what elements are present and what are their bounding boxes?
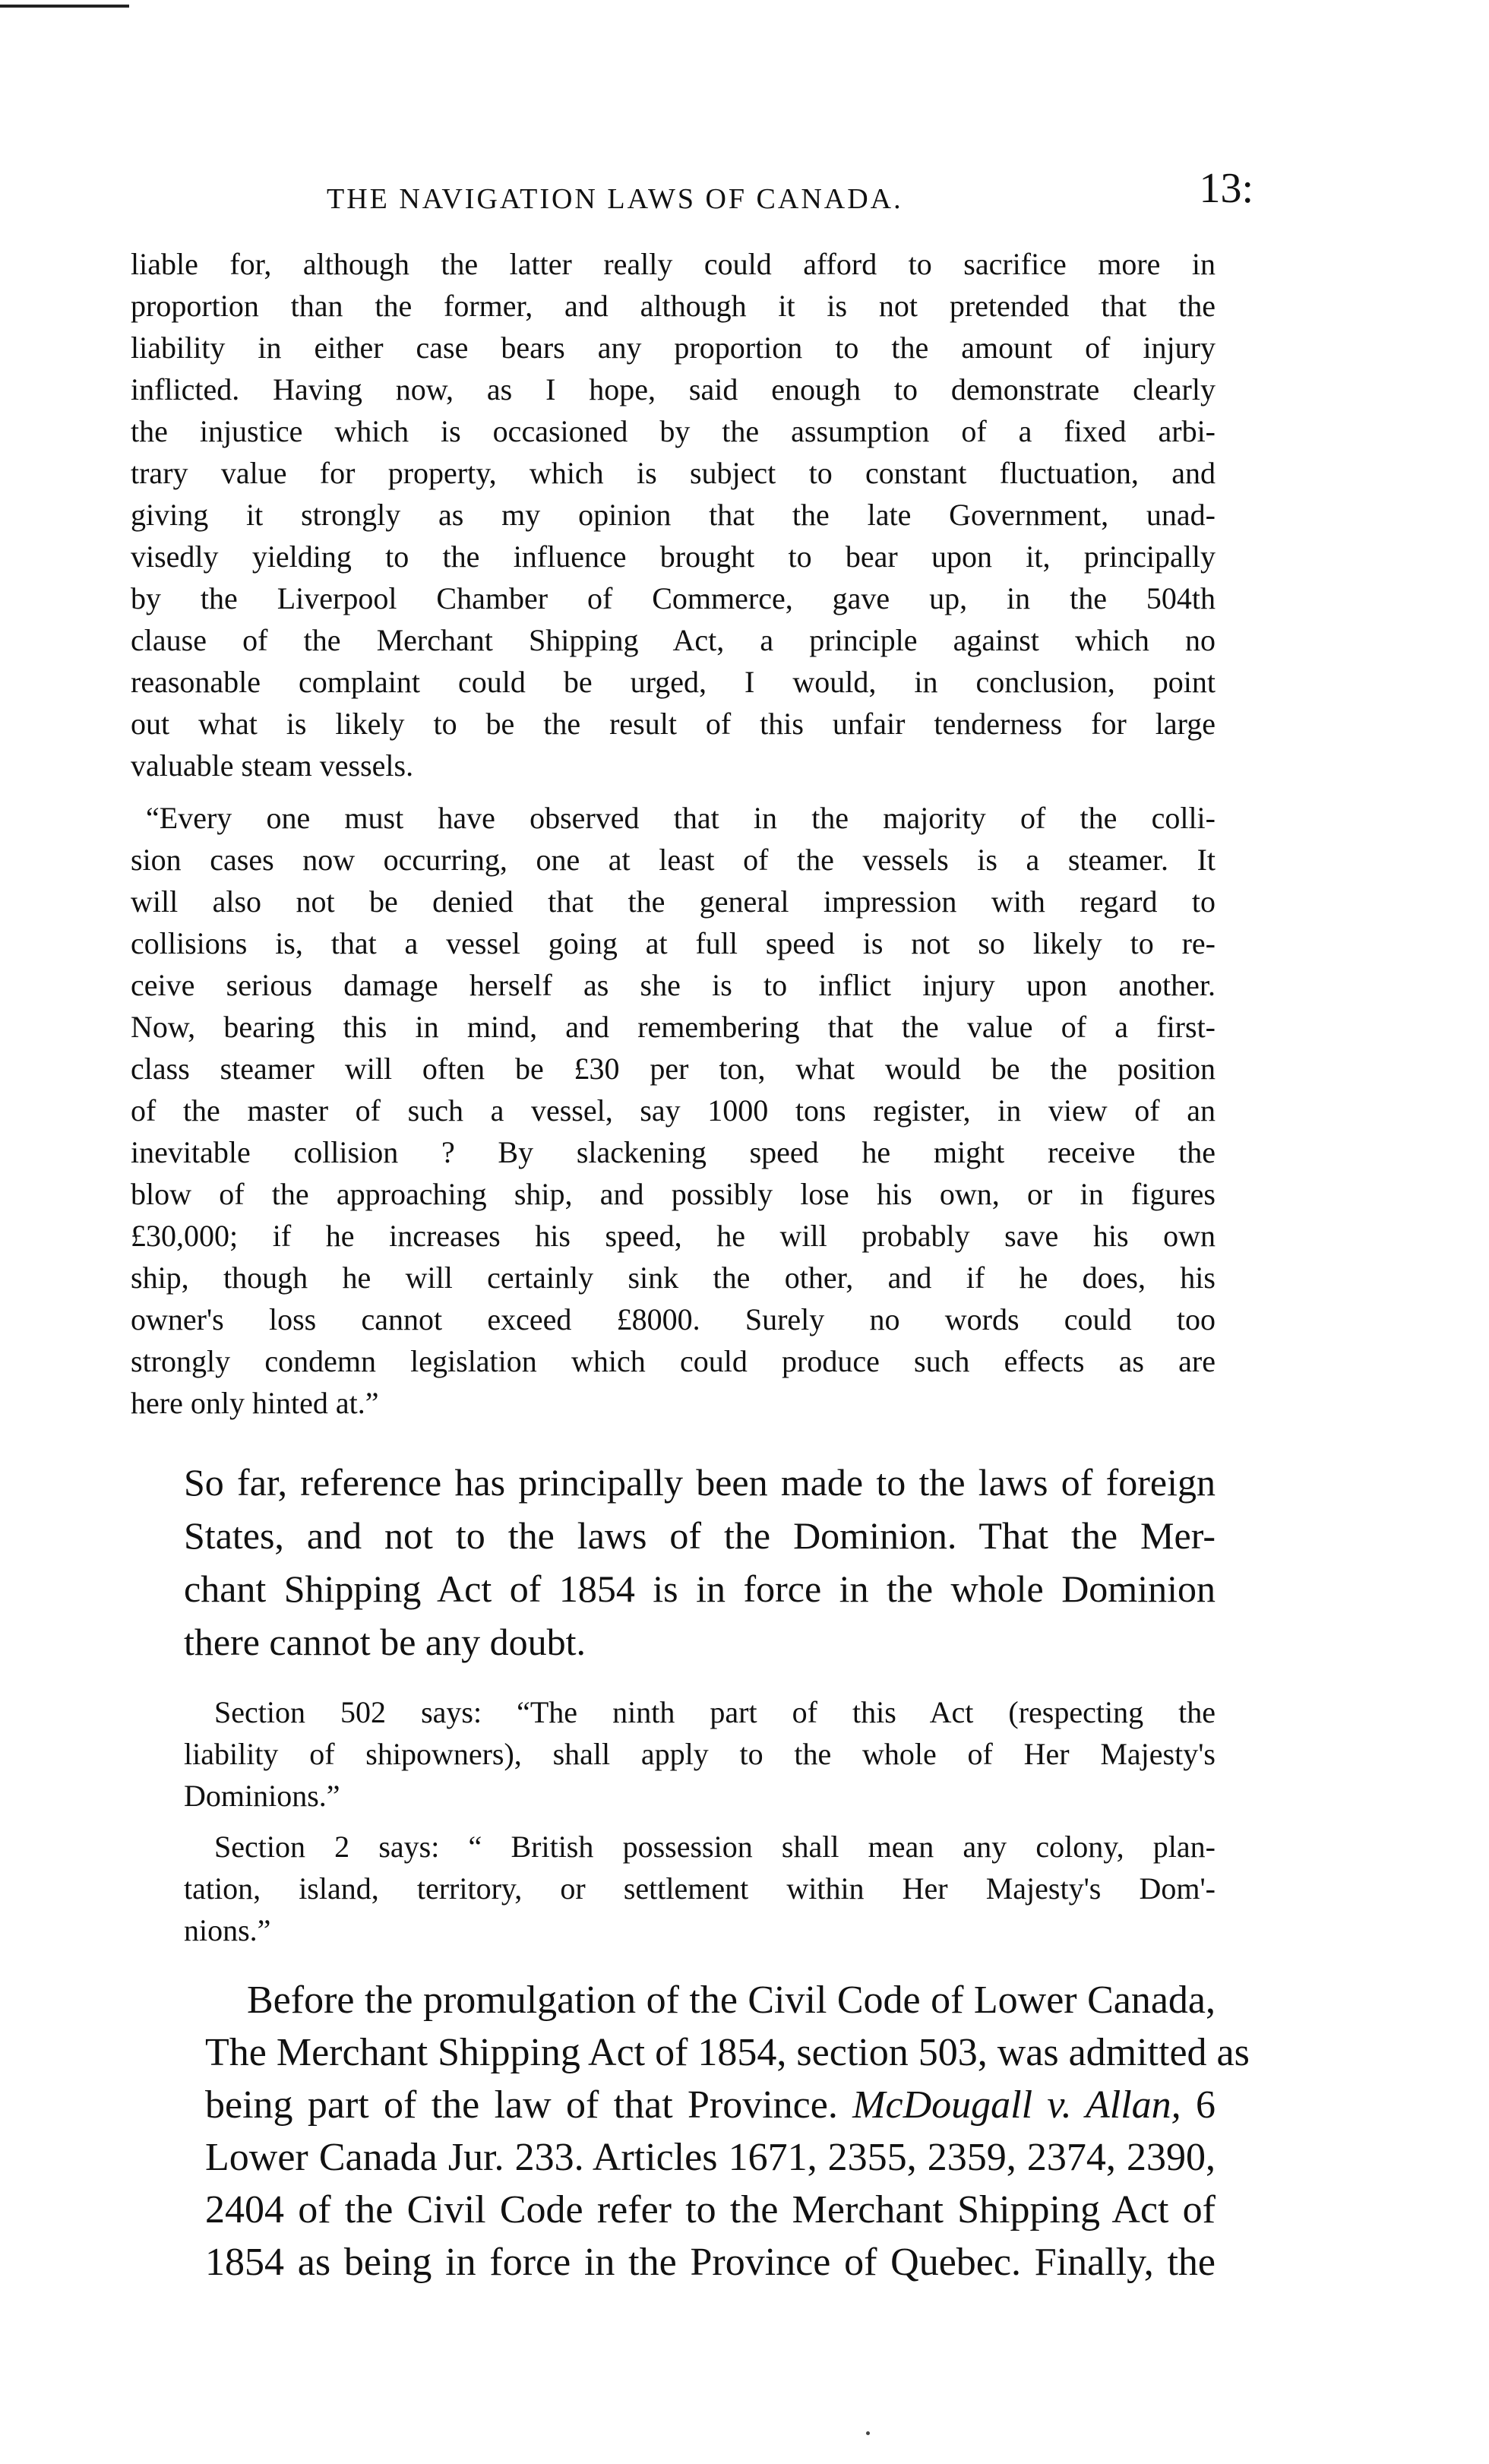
- text-line: Section 2 says: “ British possession shall mean any colony, plan-: [214, 1830, 1216, 1864]
- text-line: tation, island, territory, or settlement within Her Majesty's Dom'-: [184, 1871, 1216, 1906]
- text-line: class steamer will often be £30 per ton, what would be the position: [131, 1052, 1216, 1086]
- text-line: nions.”: [184, 1913, 271, 1947]
- text-line: ceive serious damage herself as she is to inflict injury upon another.: [131, 968, 1216, 1002]
- text-line: clause of the Merchant Shipping Act, a principle against which no: [131, 623, 1216, 657]
- text-line: £30,000; if he increases his speed, he will probably save his own: [131, 1219, 1216, 1253]
- text-line: 1854 as being in force in the Province of Quebec. Finally, the: [205, 2241, 1216, 2284]
- page-body: [122, 243, 1250, 2288]
- text-line-with-case-citation: [205, 2079, 1216, 2131]
- text-line: giving it strongly as my opinion that the late Government, unad-: [131, 498, 1216, 532]
- text-line: here only hinted at.”: [131, 1386, 379, 1420]
- text-line: there cannot be any doubt.: [184, 1621, 586, 1663]
- text-line: visedly yielding to the influence brought to bear upon it, principally: [131, 539, 1216, 574]
- text-line: the injustice which is occasioned by the assumption of a fixed arbi-: [131, 414, 1216, 448]
- closing-paragraph-civil-code: [122, 1974, 1250, 2288]
- text-line: out what is likely to be the result of this unfair tenderness for large: [131, 707, 1216, 741]
- text-line: strongly condemn legislation which could produce such effects as are: [131, 1344, 1216, 1378]
- text-line: trary value for property, which is subject to constant fluctuation, and: [131, 456, 1216, 490]
- text-line: The Merchant Shipping Act of 1854, section 503, was admitted as: [205, 2031, 1250, 2074]
- text-line: proportion than the former, and although it is not pretended that the: [131, 289, 1216, 323]
- text-line: sion cases now occurring, one at least of the vessels is a steamer. It: [131, 843, 1216, 877]
- page-header: [133, 158, 1253, 219]
- narrative-paragraph-dominion: [122, 1456, 1216, 1668]
- text-line: So far, reference has principally been made to the laws of foreign: [184, 1461, 1216, 1504]
- text-line: liability of shipowners), shall apply to the whole of Her Majesty's: [184, 1737, 1216, 1771]
- section-2-quote: [184, 1826, 1216, 1951]
- text-line: Before the promulgation of the Civil Code of Lower Canada,: [247, 1978, 1216, 2022]
- case-citation: McDougall v. Allan,: [852, 2083, 1181, 2127]
- text-line: of the master of such a vessel, say 1000 tons register, in view of an: [131, 1093, 1216, 1128]
- text-line: valuable steam vessels.: [131, 748, 414, 783]
- text-line: reasonable complaint could be urged, I would, in conclusion, point: [131, 665, 1216, 699]
- quoted-passage-steamers: [122, 797, 1216, 1424]
- text-line: “Every one must have observed that in the majority of the colli-: [146, 801, 1216, 835]
- text-line: ship, though he will certainly sink the other, and if he does, his: [131, 1260, 1216, 1295]
- text-line: inevitable collision ? By slackening speed he might receive the: [131, 1135, 1216, 1169]
- text-line: will also not be denied that the general impression with regard to: [131, 884, 1216, 919]
- text-fragment: being part of the law of that Province.: [205, 2083, 853, 2127]
- page-number: 13:: [1199, 165, 1253, 212]
- top-rule: [0, 5, 129, 8]
- text-line: Now, bearing this in mind, and remembering that the value of a first-: [131, 1010, 1216, 1044]
- running-title: THE NAVIGATION LAWS OF CANADA.: [327, 183, 903, 215]
- statute-sections: [122, 1691, 1216, 1951]
- text-line: Dominions.”: [184, 1779, 340, 1813]
- quoted-passage-continuation: [122, 243, 1216, 786]
- print-speck: [866, 2431, 870, 2435]
- text-line: inflicted. Having now, as I hope, said enough to demonstrate clearly: [131, 372, 1216, 406]
- text-line: Section 502 says: “The ninth part of this Act (respecting the: [214, 1695, 1216, 1729]
- section-502-quote: [184, 1691, 1216, 1817]
- text-line: 2404 of the Civil Code refer to the Merchant Shipping Act of: [205, 2188, 1216, 2232]
- text-line: collisions is, that a vessel going at full speed is not so likely to re-: [131, 926, 1216, 960]
- text-line: by the Liverpool Chamber of Commerce, gave up, in the 504th: [131, 581, 1216, 615]
- text-line: blow of the approaching ship, and possibly lose his own, or in figures: [131, 1177, 1216, 1211]
- text-line: chant Shipping Act of 1854 is in force in the whole Dominion: [184, 1567, 1216, 1610]
- text-line: owner's loss cannot exceed £8000. Surely no words could too: [131, 1302, 1216, 1336]
- text-line: Lower Canada Jur. 233. Articles 1671, 2355, 2359, 2374, 2390,: [205, 2136, 1216, 2179]
- text-line: States, and not to the laws of the Dominion. That the Mer-: [184, 1514, 1216, 1557]
- text-fragment: 6: [1181, 2083, 1216, 2127]
- text-line: liability in either case bears any proportion to the amount of injury: [131, 331, 1216, 365]
- text-line: liable for, although the latter really could afford to sacrifice more in: [131, 247, 1216, 281]
